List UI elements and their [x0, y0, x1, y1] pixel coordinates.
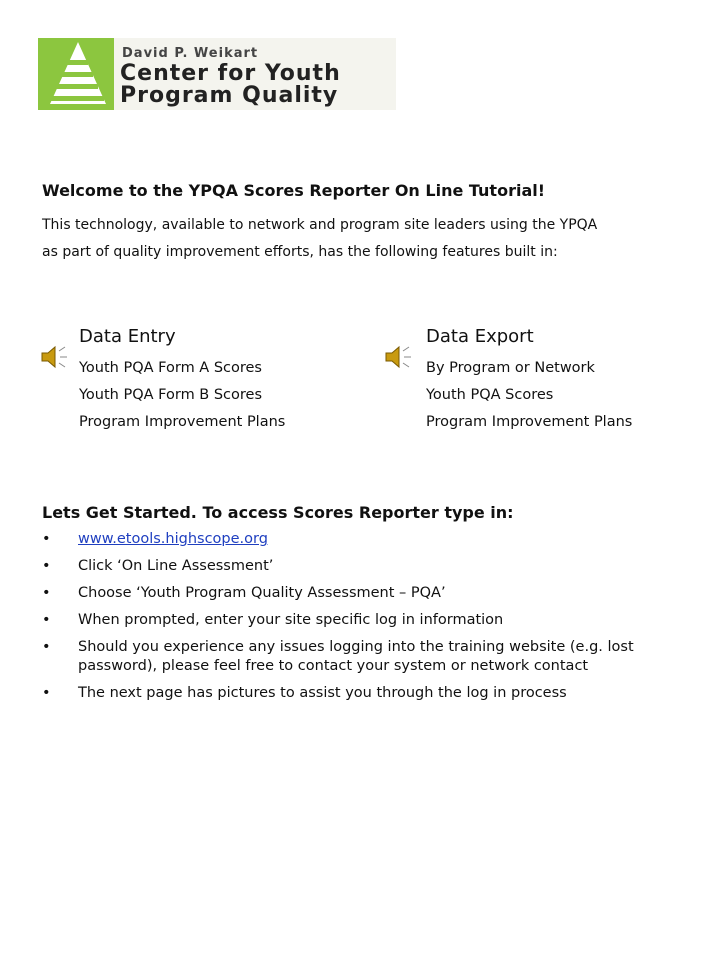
logo-line-1: David P. Weikart — [122, 46, 259, 61]
list-item — [42, 684, 662, 703]
bullet: • — [42, 685, 51, 701]
step-text: Choose ‘Youth Program Quality Assessment – PQA’ — [78, 585, 446, 601]
list-item — [42, 584, 662, 603]
data-export-item: By Program or Network — [426, 360, 595, 376]
logo-line-3: Program Quality — [120, 83, 339, 108]
bullet: • — [42, 612, 51, 628]
pyramid-logo-mark — [38, 38, 114, 110]
data-export-title: Data Export — [426, 326, 534, 347]
bullet: • — [42, 585, 51, 601]
bullet: • — [42, 531, 51, 547]
list-item — [42, 611, 662, 630]
getting-started-heading: Lets Get Started. To access Scores Reporter type in: — [42, 503, 514, 522]
intro-paragraph: This technology, available to network and program site leaders using the YPQA as part of quality improvement efforts, has the following features built in: — [42, 217, 598, 260]
list-item — [42, 638, 662, 676]
list-item — [42, 530, 662, 549]
bullet: • — [42, 558, 51, 574]
etools-link[interactable]: www.etools.highscope.org — [78, 531, 268, 547]
step-text: Should you experience any issues logging into the training website (e.g. lost password), please feel free to contact your system or network contact — [78, 639, 634, 674]
data-export-item: Youth PQA Scores — [426, 387, 554, 403]
welcome-heading: Welcome to the YPQA Scores Reporter On Line Tutorial! — [42, 181, 546, 200]
bullet: • — [42, 639, 51, 655]
step-text: When prompted, enter your site specific log in information — [78, 612, 504, 628]
speaker-icon[interactable] — [38, 342, 68, 372]
instructions-list — [42, 530, 662, 711]
step-text: Click ‘On Line Assessment’ — [78, 558, 274, 574]
data-entry-item: Youth PQA Form B Scores — [79, 387, 263, 403]
logo-wordmark — [114, 38, 396, 110]
pyramid-icon — [38, 38, 114, 110]
data-entry-title: Data Entry — [79, 326, 176, 347]
step-text: The next page has pictures to assist you through the log in process — [78, 685, 567, 701]
speaker-icon[interactable] — [382, 342, 412, 372]
data-entry-item: Youth PQA Form A Scores — [79, 360, 262, 376]
logo-line-2: Center for Youth — [120, 61, 341, 86]
data-export-item: Program Improvement Plans — [426, 414, 633, 430]
logo — [38, 38, 396, 110]
data-entry-item: Program Improvement Plans — [79, 414, 286, 430]
list-item — [42, 557, 662, 576]
